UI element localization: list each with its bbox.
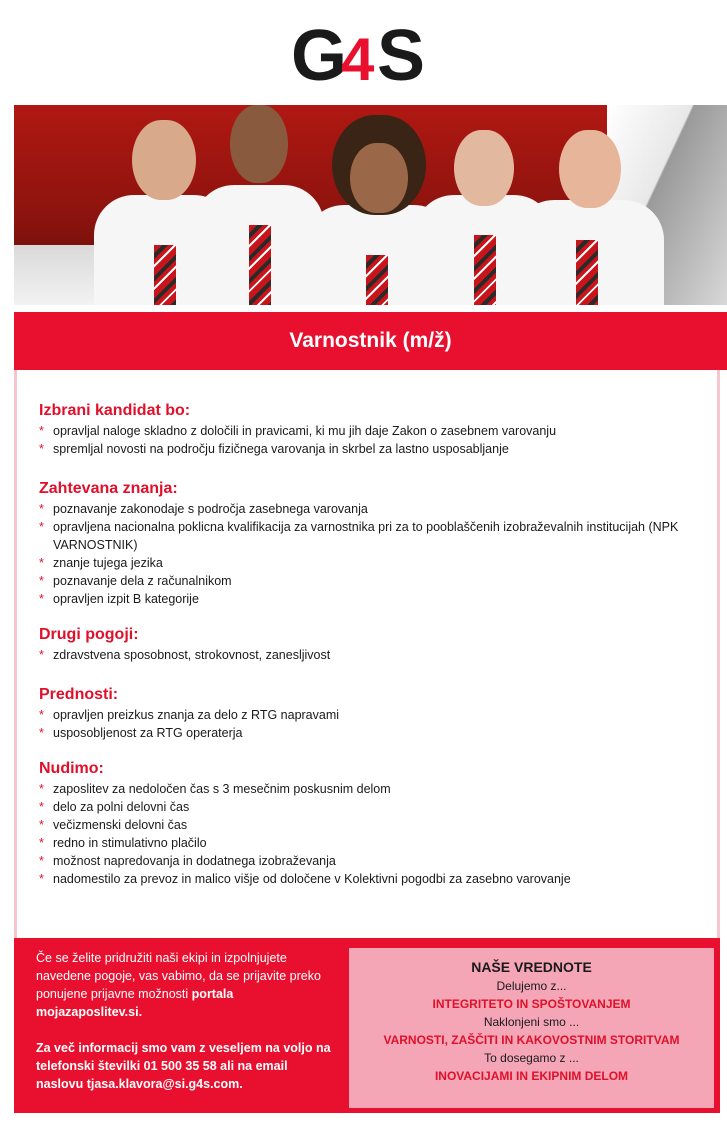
bullet-star-icon: * [39, 520, 44, 534]
list-item: * nadomestilo za prevoz in malico višje od določene v Kolektivni pogodbi za zasebno varovanje [39, 872, 571, 886]
values-box [349, 948, 714, 1108]
svg-text:4: 4 [340, 25, 374, 92]
job-title: Varnostnik (m/ž) [289, 329, 452, 352]
list-item: * opravljen izpit B kategorije [39, 592, 199, 606]
list-item: * možnost napredovanja in dodatnega izobraževanja [39, 854, 336, 868]
list-item: * opravljen preizkus znanja za delo z RTG napravami [39, 708, 340, 722]
list-item: * znanje tujega jezika [39, 556, 163, 570]
list-item: * poznavanje dela z računalnikom [39, 574, 232, 588]
bullet-star-icon: * [39, 424, 44, 438]
bullet-star-icon: * [39, 872, 44, 886]
list-item: * opravljal naloge skladno z določili in pravicami, ki mu jih daje Zakon o zasebnem varovanju [39, 424, 557, 438]
section-other-conditions [39, 626, 709, 664]
section-offer [39, 760, 709, 888]
section-heading: Prednosti: [39, 686, 119, 703]
bullet-star-icon: * [39, 818, 44, 832]
bullet-star-icon: * [39, 836, 44, 850]
list-item: * redno in stimulativno plačilo [39, 836, 207, 850]
section-advantages [39, 686, 709, 742]
svg-text:G: G [290, 15, 347, 92]
values-line: To dosegamo z ... [484, 1051, 579, 1065]
bullet-star-icon: * [39, 574, 44, 588]
footer-panel [14, 938, 720, 1113]
section-heading: Drugi pogoji: [39, 626, 139, 643]
values-line-highlight: INOVACIJAMI IN EKIPNIM DELOM [434, 1069, 629, 1083]
section-heading: Izbrani kandidat bo: [39, 402, 191, 419]
values-line: Delujemo z... [496, 979, 567, 993]
values-line-highlight: VARNOSTI, ZAŠČITI IN KAKOVOSTNIM STORITVAM [383, 1033, 680, 1047]
job-details [14, 370, 720, 938]
apply-info [36, 949, 336, 1093]
bullet-star-icon: * [39, 442, 44, 456]
apply-paragraph: Če se želite pridružiti naši ekipi in izpolnjujete navedene pogoje, vas vabimo, da se prijavite preko ponujene prijavne možnosti portala mojazaposlitev.si. [36, 951, 321, 1019]
values-line-highlight: INTEGRITETO IN SPOŠTOVANJEM [432, 997, 631, 1011]
bullet-star-icon: * [39, 782, 44, 796]
bullet-star-icon: * [39, 556, 44, 570]
list-item: * usposobljenost za RTG operaterja [39, 726, 243, 740]
contact-paragraph: Za več informacij smo vam z veseljem na voljo na telefonski številki 01 500 35 58 ali na email naslovu tjasa.klavora@si.g4s.com. [36, 1041, 331, 1091]
values-heading: NAŠE VREDNOTE [471, 959, 592, 975]
values-line: Naklonjeni smo ... [483, 1015, 580, 1029]
list-item: * spremljal novosti na področju fizičnega varovanja in skrbel za lastno usposabljanje [39, 442, 509, 456]
team-photo [14, 105, 727, 305]
list-item: * delo za polni delovni čas [39, 800, 190, 814]
portal-link[interactable]: mojazaposlitev.si [36, 1005, 139, 1019]
bullet-star-icon: * [39, 854, 44, 868]
section-candidate [39, 402, 709, 458]
bullet-star-icon: * [39, 800, 44, 814]
list-item: * opravljena nacionalna poklicna kvalifikacija za varnostnika pri za to pooblaščenih izobraževalnih institucijah (NPK VARNOSTNIK) [39, 520, 679, 552]
g4s-logo-icon [289, 14, 439, 92]
section-requirements [39, 480, 709, 608]
g4s-logo [0, 0, 727, 105]
list-item: * poznavanje zakonodaje s področja zasebnega varovanja [39, 502, 368, 516]
bullet-star-icon: * [39, 726, 44, 740]
portal-word: portala [191, 987, 234, 1001]
bullet-star-icon: * [39, 708, 44, 722]
svg-text:S: S [376, 15, 425, 92]
list-item: * zdravstvena sposobnost, strokovnost, zanesljivost [39, 648, 331, 662]
job-title-banner [14, 312, 727, 370]
list-item: * zaposlitev za nedoločen čas s 3 mesečnim poskusnim delom [39, 782, 391, 796]
person-figure [514, 125, 664, 305]
list-item: * večizmenski delovni čas [39, 818, 188, 832]
bullet-star-icon: * [39, 592, 44, 606]
bullet-star-icon: * [39, 502, 44, 516]
section-heading: Nudimo: [39, 760, 104, 777]
section-heading: Zahtevana znanja: [39, 480, 178, 497]
bullet-star-icon: * [39, 648, 44, 662]
